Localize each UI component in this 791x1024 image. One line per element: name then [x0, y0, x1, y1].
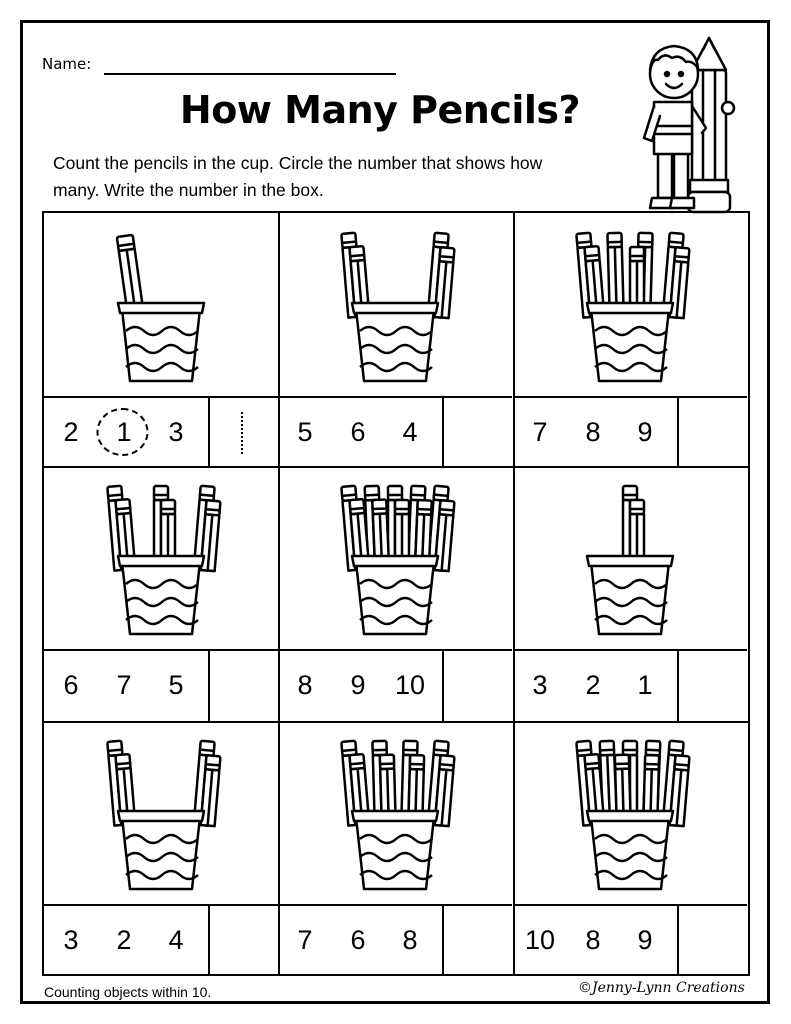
- answer-row: [44, 904, 278, 976]
- number-choices: [513, 398, 678, 468]
- answer-write-box[interactable]: [677, 398, 749, 468]
- footer-topic: Counting objects within 10.: [44, 984, 212, 1000]
- answer-row: [44, 396, 278, 468]
- answer-write-box[interactable]: [442, 906, 514, 976]
- problem-cell: [513, 213, 747, 468]
- footer-copyright: ©Jenny-Lynn Creations: [578, 980, 745, 996]
- answer-row: [278, 396, 512, 468]
- number-choice[interactable]: 6: [350, 417, 366, 447]
- boy-with-pencil-illustration: [632, 30, 752, 215]
- number-choice[interactable]: 5: [297, 417, 313, 447]
- number-choice[interactable]: 8: [585, 925, 601, 955]
- number-choice[interactable]: 2: [116, 925, 132, 955]
- answer-row: [513, 904, 747, 976]
- answer-write-box[interactable]: [208, 906, 280, 976]
- number-choices: [513, 651, 678, 721]
- answer-write-box[interactable]: [442, 398, 514, 468]
- number-choices: [44, 651, 209, 721]
- number-choice[interactable]: 4: [168, 925, 184, 955]
- problem-cell: [513, 721, 747, 976]
- pencil-cup-illustration: [513, 466, 747, 649]
- number-choice[interactable]: 9: [637, 925, 653, 955]
- number-choice[interactable]: 9: [350, 670, 366, 700]
- number-choice[interactable]: 8: [297, 670, 313, 700]
- number-choice[interactable]: 8: [402, 925, 418, 955]
- number-choices: [278, 906, 443, 976]
- problem-cell: [278, 466, 512, 721]
- pencil-cup-illustration: [44, 721, 278, 904]
- problem-cell: [44, 213, 278, 468]
- number-choices: [44, 906, 209, 976]
- number-choices: [44, 398, 209, 468]
- number-choice[interactable]: 3: [532, 670, 548, 700]
- answer-write-box[interactable]: [677, 651, 749, 721]
- number-choice[interactable]: 6: [350, 925, 366, 955]
- pencil-cup-illustration: [513, 721, 747, 904]
- pencil-cup-illustration: [278, 213, 512, 396]
- problem-cell: [278, 213, 512, 468]
- pencil-cup-illustration: [278, 721, 512, 904]
- answer-write-box[interactable]: [208, 398, 280, 468]
- number-choice[interactable]: 2: [63, 417, 79, 447]
- number-choices: [278, 398, 443, 468]
- problem-cell: [278, 721, 512, 976]
- number-choice[interactable]: 10: [524, 925, 556, 955]
- number-choice[interactable]: 1: [637, 670, 653, 700]
- answer-write-box[interactable]: [677, 906, 749, 976]
- number-choice[interactable]: 4: [402, 417, 418, 447]
- name-label: Name:: [42, 55, 92, 73]
- tracing-guide-line: [241, 412, 243, 454]
- number-choice[interactable]: 7: [116, 670, 132, 700]
- number-choice[interactable]: 7: [297, 925, 313, 955]
- number-choice[interactable]: 1: [116, 412, 131, 452]
- number-choice[interactable]: 10: [394, 670, 426, 700]
- answer-row: [278, 904, 512, 976]
- number-choice[interactable]: 7: [532, 417, 548, 447]
- name-write-line[interactable]: [104, 73, 396, 75]
- page-title: How Many Pencils?: [179, 88, 581, 132]
- pencil-cup-illustration: [513, 213, 747, 396]
- answer-row: [513, 396, 747, 468]
- answer-row: [513, 649, 747, 721]
- example-circle-mark: [96, 408, 148, 456]
- problem-cell: [513, 466, 747, 721]
- number-choice[interactable]: 6: [63, 670, 79, 700]
- instructions: Count the pencils in the cup. Circle the number that shows how many. Write the number in the box.: [53, 153, 543, 200]
- number-choices: [513, 906, 678, 976]
- answer-row: [278, 649, 512, 721]
- number-choice[interactable]: 8: [585, 417, 601, 447]
- pencil-cup-illustration: [44, 466, 278, 649]
- pencil-cup-illustration: [278, 466, 512, 649]
- problem-cell: [44, 721, 278, 976]
- answer-row: [44, 649, 278, 721]
- answer-write-box[interactable]: [442, 651, 514, 721]
- number-choices: [278, 651, 443, 721]
- answer-write-box[interactable]: [208, 651, 280, 721]
- number-choice[interactable]: 2: [585, 670, 601, 700]
- number-choice[interactable]: 3: [168, 417, 184, 447]
- number-choice[interactable]: 3: [63, 925, 79, 955]
- number-choice[interactable]: 9: [637, 417, 653, 447]
- pencil-cup-illustration: [44, 213, 278, 396]
- problem-cell: [44, 466, 278, 721]
- number-choice[interactable]: 5: [168, 670, 184, 700]
